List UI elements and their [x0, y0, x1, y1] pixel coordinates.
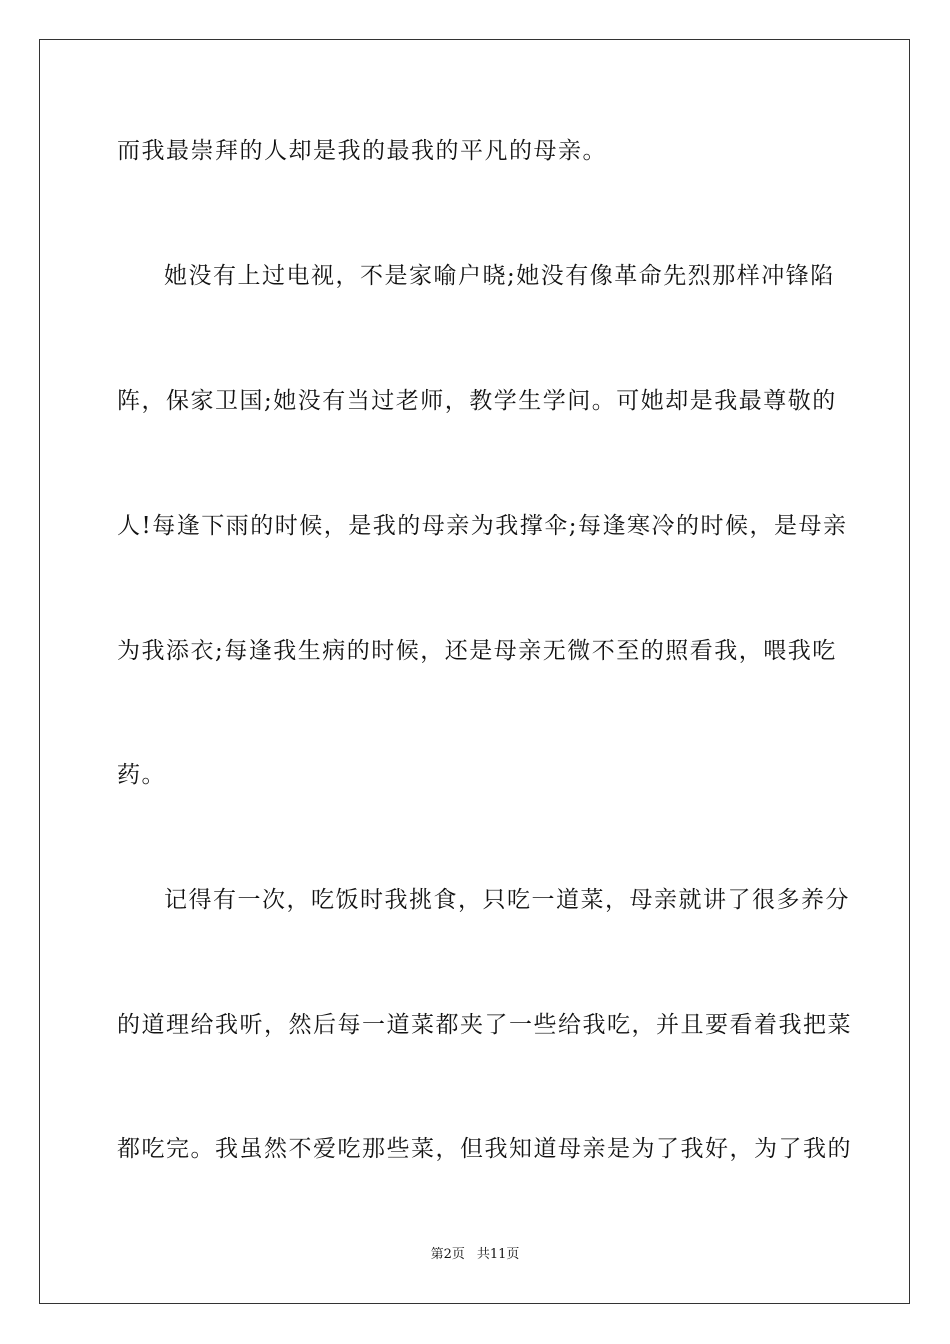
page-total: 共11页 — [476, 1247, 520, 1262]
text-line-3: 阵，保家卫国;她没有当过老师，教学生学问。可她却是我最尊敬的 — [117, 388, 837, 414]
text-line-9: 都吃完。我虽然不爱吃那些菜，但我知道母亲是为了我好，为了我的 — [117, 1136, 852, 1162]
text-line-4: 人!每逢下雨的时候，是我的母亲为我撑伞;每逢寒冷的时候，是母亲 — [117, 513, 848, 539]
page-number: 第2页 — [430, 1247, 465, 1262]
page-footer — [0, 1246, 950, 1264]
text-line-7: 记得有一次，吃饭时我挑食，只吃一道菜，母亲就讲了很多养分 — [164, 887, 850, 913]
text-line-6: 药。 — [117, 762, 166, 788]
text-line-2: 她没有上过电视，不是家喻户晓;她没有像革命先烈那样冲锋陷 — [164, 263, 835, 289]
page-border — [39, 39, 910, 1304]
text-line-1: 而我最崇拜的人却是我的最我的平凡的母亲。 — [117, 138, 607, 164]
text-line-8: 的道理给我听，然后每一道菜都夹了一些给我吃，并且要看着我把菜 — [117, 1012, 852, 1038]
text-line-5: 为我添衣;每逢我生病的时候，还是母亲无微不至的照看我，喂我吃 — [117, 638, 837, 664]
